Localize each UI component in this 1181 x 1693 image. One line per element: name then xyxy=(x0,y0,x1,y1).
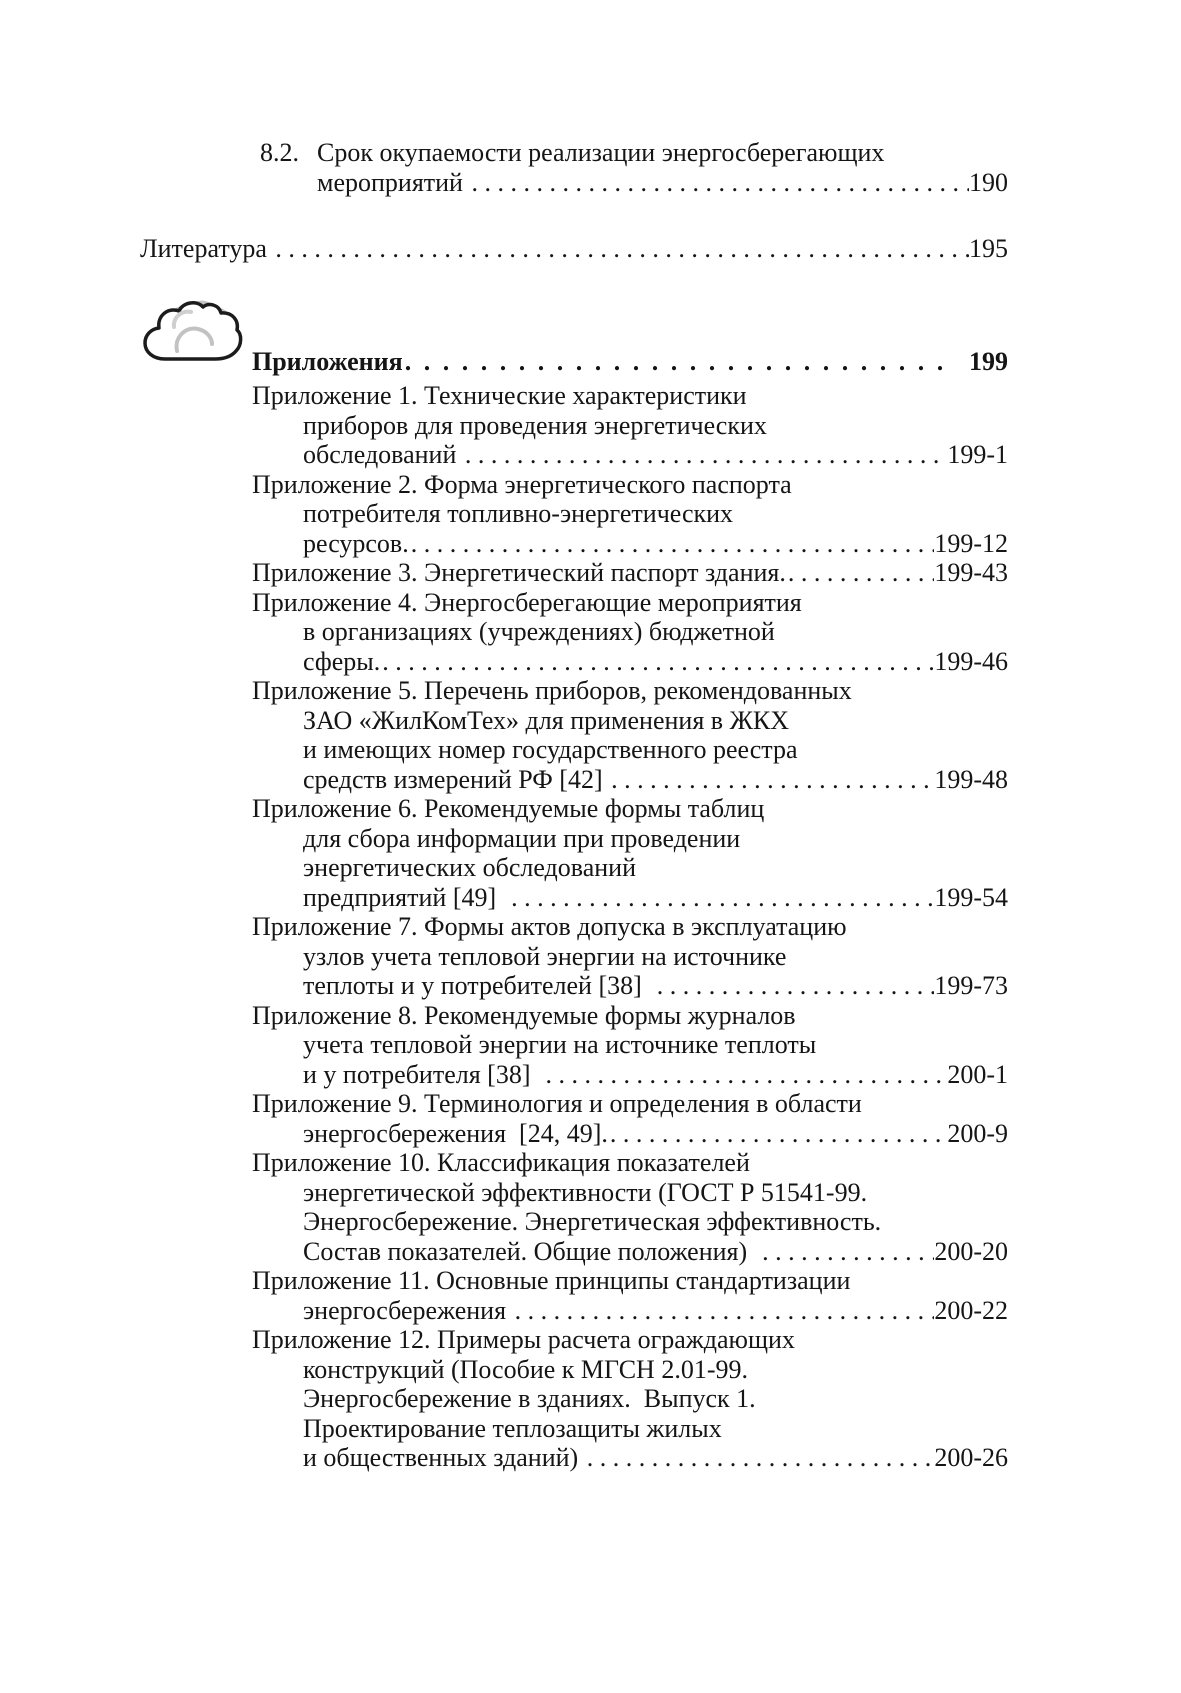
toc-entry-text: теплоты и у потребителей [38] xyxy=(303,971,655,1000)
page-number: 199-54 xyxy=(934,882,1008,912)
page-number: 199-1 xyxy=(947,440,1008,469)
toc-entry-text: Приложение 5. Перечень приборов, рекомендованных xyxy=(252,676,852,705)
toc-entry xyxy=(140,1325,1008,1473)
toc-entry xyxy=(140,1001,1008,1090)
dot-leader xyxy=(465,440,947,470)
toc-entry xyxy=(140,381,1008,470)
dot-leader xyxy=(657,971,935,1001)
toc-entry-text: энергосбережения [24, 49]. xyxy=(303,1118,608,1148)
page-number: 199-73 xyxy=(934,971,1008,1000)
toc-entry-text: средств измерений РФ [42] xyxy=(303,764,610,794)
toc-line xyxy=(140,942,1008,972)
toc-line xyxy=(140,499,1008,529)
toc-entry-text: Приложение 6. Рекомендуемые формы таблиц xyxy=(252,794,765,823)
toc-line xyxy=(140,1148,1008,1178)
toc-entry xyxy=(140,1266,1008,1325)
toc-line xyxy=(140,234,1008,264)
toc-entry xyxy=(140,470,1008,559)
dot-leader xyxy=(471,168,969,198)
toc-line xyxy=(140,647,1008,677)
toc-entry-text: мероприятий xyxy=(317,167,470,197)
toc-line xyxy=(140,470,1008,500)
table-of-contents xyxy=(140,138,1008,1473)
toc-entry-text: предприятий [49] xyxy=(303,882,510,912)
dot-leader xyxy=(382,647,934,677)
toc-entry-text: в организациях (учреждениях) бюджетной xyxy=(303,617,775,646)
toc-line xyxy=(140,1207,1008,1237)
toc-entry-text: ЗАО «ЖилКомТех» для применения в ЖКХ xyxy=(303,705,789,735)
toc-line xyxy=(140,706,1008,736)
toc-line xyxy=(140,617,1008,647)
page-number: 199-43 xyxy=(934,558,1008,587)
toc-entry xyxy=(140,676,1008,794)
toc-entry-text: Приложение 9. Терминология и определения в области xyxy=(252,1089,862,1118)
dot-leader xyxy=(546,1060,948,1090)
toc-line xyxy=(140,1266,1008,1296)
dot-leader xyxy=(788,558,934,588)
toc-entry xyxy=(140,794,1008,912)
dot-leader xyxy=(587,1443,935,1473)
toc-line xyxy=(140,1384,1008,1414)
toc-entry-text: энергетической эффективности (ГОСТ Р 51541-99. xyxy=(303,1177,868,1207)
toc-entry xyxy=(140,138,1008,197)
toc-line xyxy=(140,440,1008,470)
toc-entry-text: Приложение 3. Энергетический паспорт здания. xyxy=(252,558,786,587)
toc-line xyxy=(140,1325,1008,1355)
toc-entry-text: для сбора информации при проведении xyxy=(303,823,741,853)
toc-line xyxy=(140,1414,1008,1444)
toc-line xyxy=(140,735,1008,765)
toc-line xyxy=(140,1030,1008,1060)
toc-line xyxy=(140,676,1008,706)
toc-entry-text: Приложение 1. Технические характеристики xyxy=(252,381,747,410)
toc-entry-text: ресурсов. xyxy=(303,528,409,558)
toc-line xyxy=(140,1355,1008,1385)
toc-entry-text: Приложение 7. Формы актов допуска в эксплуатацию xyxy=(252,912,847,941)
toc-line xyxy=(140,824,1008,854)
toc-entry-text: Энергосбережение в зданиях. Выпуск 1. xyxy=(303,1384,756,1413)
toc-entry-text: узлов учета тепловой энергии на источнике xyxy=(303,941,787,971)
section-number: 8.2. xyxy=(260,138,299,167)
toc-line xyxy=(140,1443,1008,1473)
dot-leader xyxy=(762,1237,934,1267)
toc-entry xyxy=(140,1148,1008,1266)
toc-line xyxy=(140,1089,1008,1119)
toc-line xyxy=(140,1060,1008,1090)
toc-entry-text: Проектирование теплозащиты жилых xyxy=(303,1413,722,1443)
dot-leader xyxy=(275,234,969,264)
page-number: 200-26 xyxy=(934,1443,1008,1472)
dot-leader xyxy=(515,1296,935,1326)
toc-entry-text: Приложение 2. Форма энергетического паспорта xyxy=(252,469,792,499)
toc-entry xyxy=(140,912,1008,1001)
toc-entry-text: Приложение 11. Основные принципы стандартизации xyxy=(252,1266,851,1295)
toc-line xyxy=(140,971,1008,1001)
page-number: 200-22 xyxy=(934,1295,1008,1325)
toc-entry-text: приборов для проведения энергетических xyxy=(303,410,767,440)
toc-entry-text: потребителя топливно-энергетических xyxy=(303,499,734,528)
dot-leader xyxy=(511,883,934,913)
toc-entry-text: Приложение 8. Рекомендуемые формы журналов xyxy=(252,1000,796,1030)
page-number: 200-20 xyxy=(934,1236,1008,1266)
toc-entry-text: Приложение 10. Классификация показателей xyxy=(252,1148,750,1177)
page-number: 199 xyxy=(962,346,1008,376)
toc-entry-text: Приложения xyxy=(252,346,403,376)
toc-line xyxy=(140,1296,1008,1326)
toc-line xyxy=(140,1001,1008,1031)
toc-entry-text: и имеющих номер государственного реестра xyxy=(303,735,798,764)
toc-line xyxy=(140,347,1008,377)
toc-entry-text: Энергосбережение. Энергетическая эффективность. xyxy=(303,1207,882,1236)
toc-entry xyxy=(140,347,1008,377)
page-number: 199-48 xyxy=(934,764,1008,794)
toc-line xyxy=(140,381,1008,411)
toc-line xyxy=(140,411,1008,441)
toc-line xyxy=(140,1119,1008,1149)
toc-entry-text: Литература xyxy=(140,234,274,263)
dot-leader xyxy=(611,765,934,795)
dot-leader xyxy=(405,347,953,377)
toc-entry-text: обследований xyxy=(303,440,463,469)
toc-line xyxy=(140,529,1008,559)
toc-line xyxy=(140,883,1008,913)
toc-line xyxy=(140,1237,1008,1267)
toc-entry-text: Приложение 12. Примеры расчета ограждающих xyxy=(252,1325,795,1354)
toc-line xyxy=(140,558,1008,588)
toc-entry-text: энергетических обследований xyxy=(303,853,636,882)
page-number: 200-1 xyxy=(947,1059,1008,1089)
page-number: 200-9 xyxy=(947,1118,1008,1148)
toc-line xyxy=(140,765,1008,795)
toc-entry xyxy=(140,234,1008,264)
toc-entry-text: энергосбережения xyxy=(303,1295,513,1325)
page-number: 195 xyxy=(969,234,1008,263)
toc-line xyxy=(140,1178,1008,1208)
toc-entry xyxy=(140,1089,1008,1148)
dot-leader xyxy=(411,529,935,559)
toc-entry-text: Приложение 4. Энергосберегающие мероприятия xyxy=(252,587,802,617)
toc-line xyxy=(140,168,1008,198)
toc-entry-text: учета тепловой энергии на источнике теплоты xyxy=(303,1030,817,1059)
dot-leader xyxy=(610,1119,947,1149)
toc-line xyxy=(140,912,1008,942)
page-number: 199-46 xyxy=(934,646,1008,676)
toc-entry-text: и у потребителя [38] xyxy=(303,1059,544,1089)
toc-line xyxy=(140,794,1008,824)
toc-entry-text: сферы. xyxy=(303,646,381,676)
toc-entry-text: Состав показателей. Общие положения) xyxy=(303,1236,761,1266)
toc-line xyxy=(140,588,1008,618)
page-number: 190 xyxy=(969,167,1008,197)
toc-line xyxy=(140,138,1008,168)
toc-line xyxy=(140,853,1008,883)
toc-entry-text: Срок окупаемости реализации энергосберегающих xyxy=(317,138,885,167)
toc-entry-text: и общественных зданий) xyxy=(303,1443,585,1472)
toc-entry xyxy=(140,558,1008,588)
page-number: 199-12 xyxy=(934,528,1008,558)
toc-entry-text: конструкций (Пособие к МГСН 2.01-99. xyxy=(303,1354,748,1384)
toc-entry xyxy=(140,588,1008,677)
